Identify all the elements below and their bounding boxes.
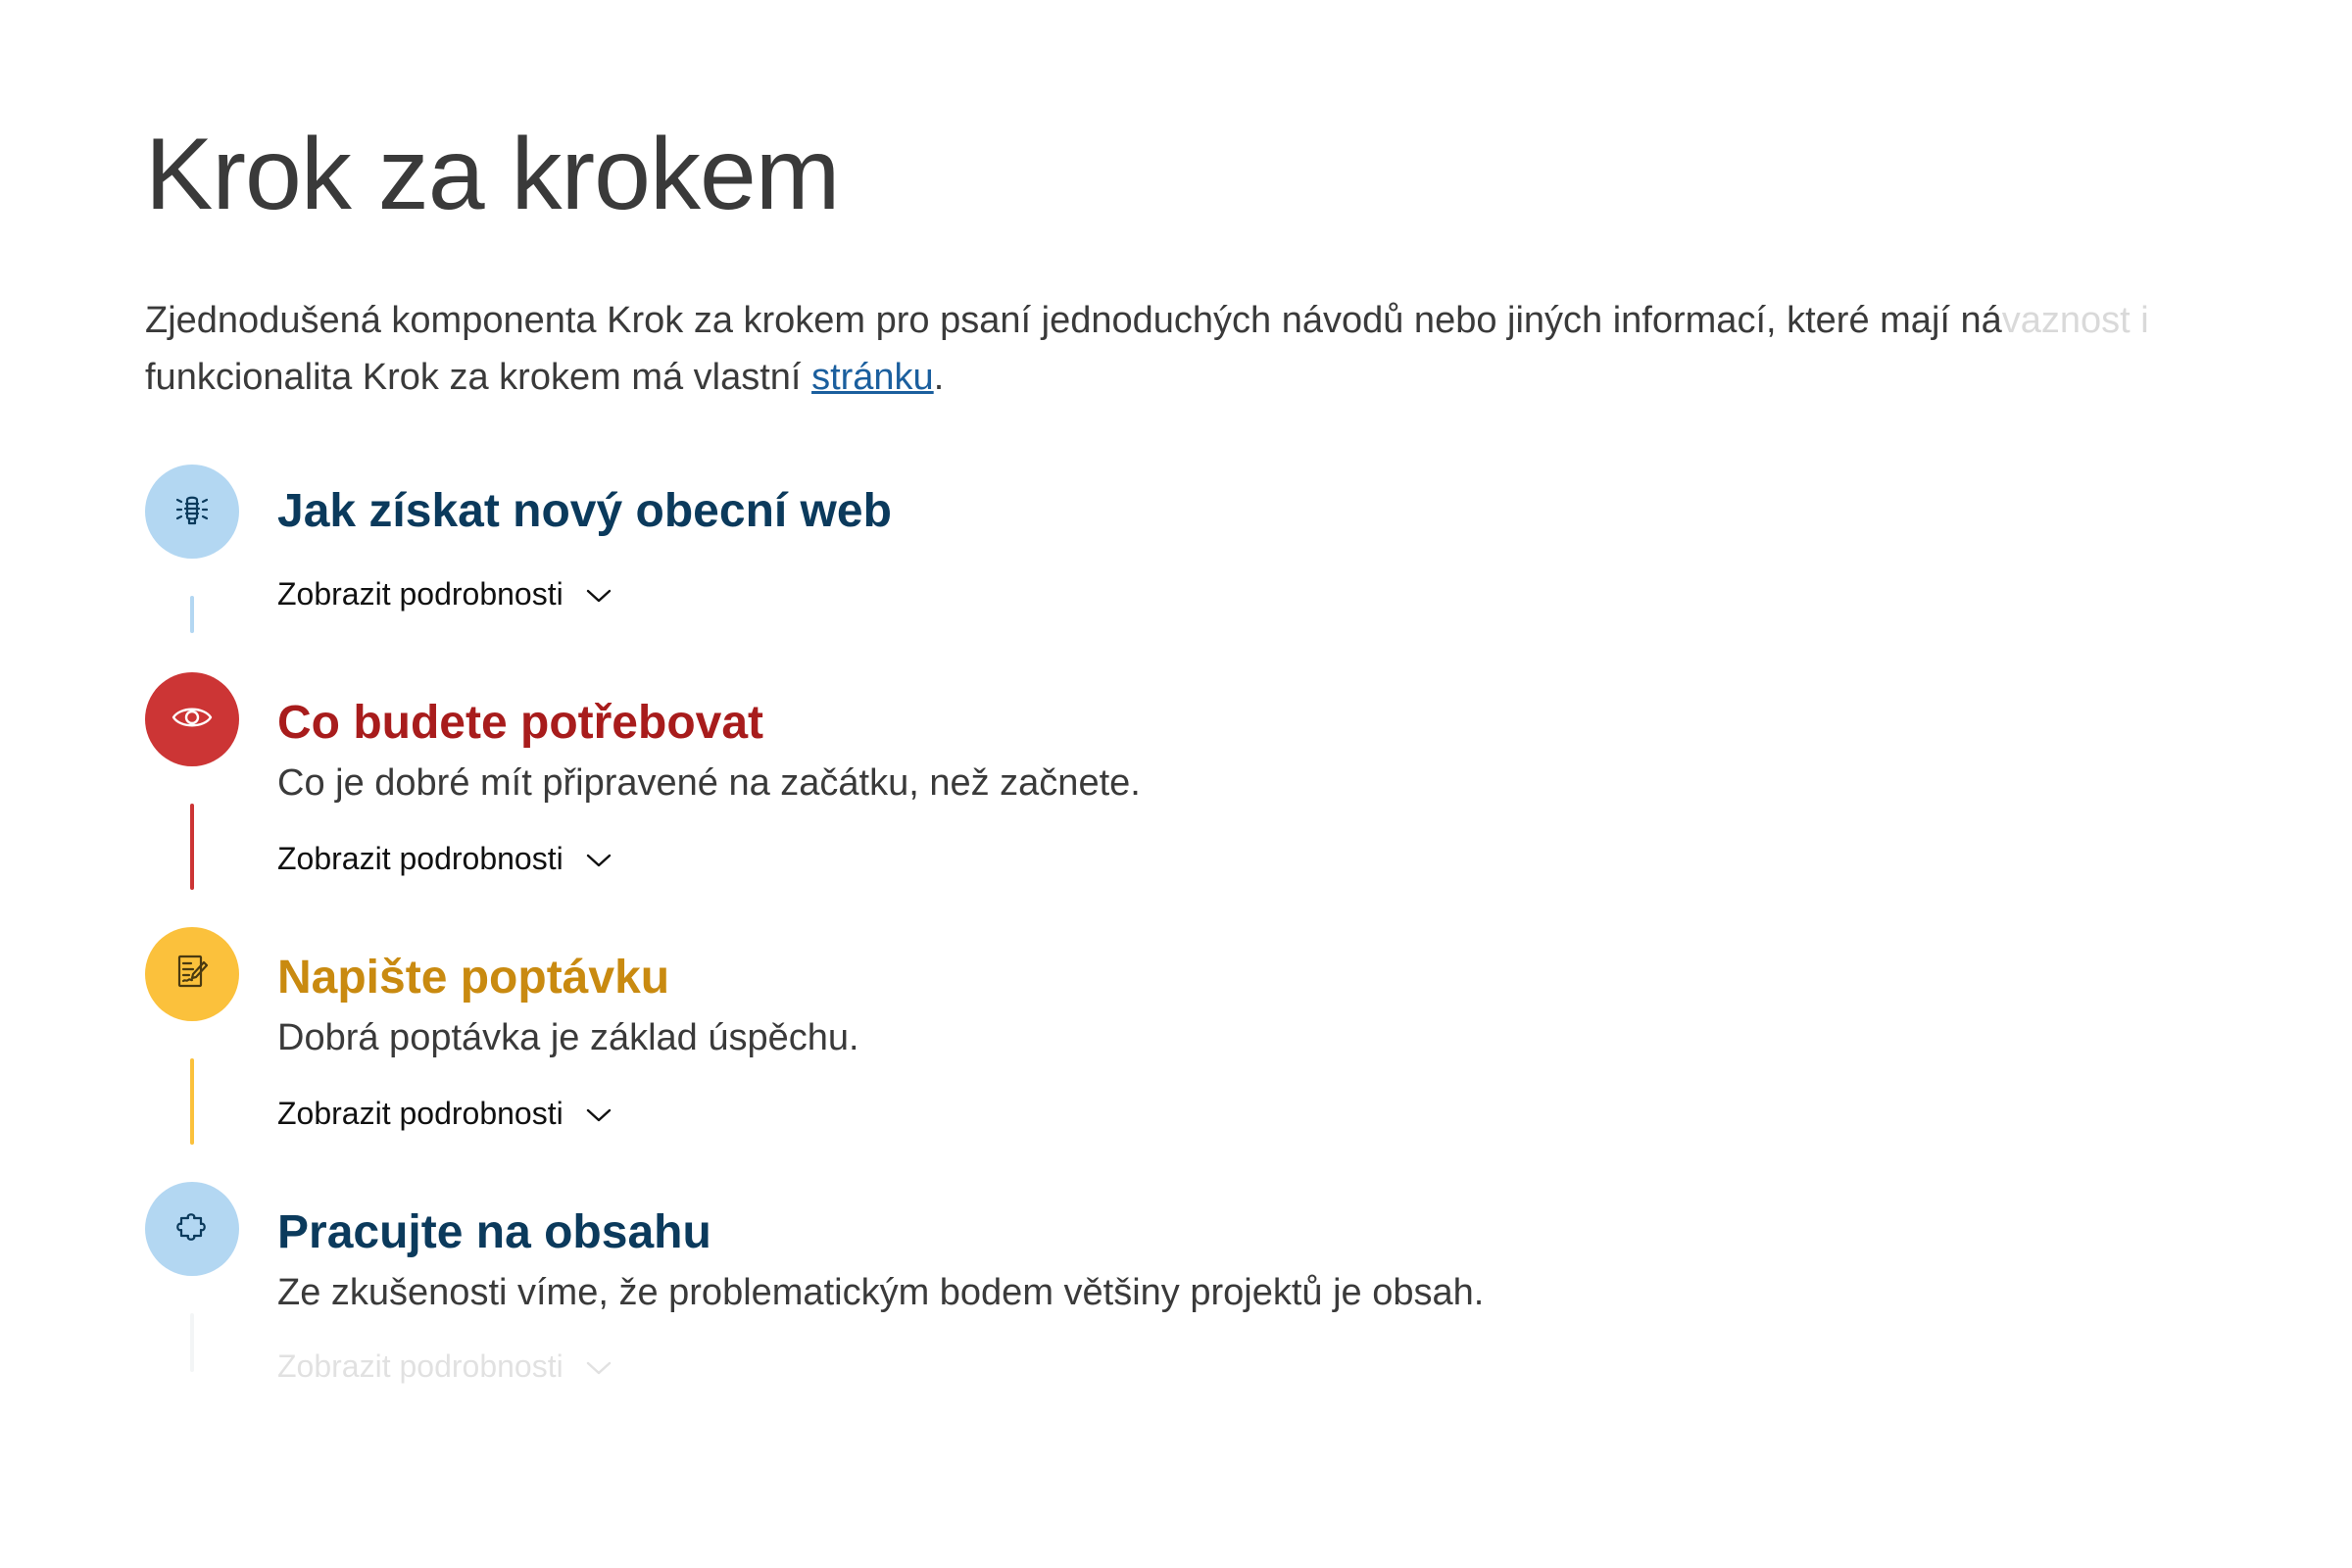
- step-title: Pracujte na obsahu: [277, 1206, 711, 1258]
- step-icon-circle: [145, 672, 239, 766]
- step-connector-line: [190, 1313, 194, 1372]
- intro-line-1-text: Zjednodušená komponenta Krok za krokem pro psaní jednoduchých návodů nebo jiných informací, které mají ná: [145, 300, 2002, 341]
- show-details-label: Zobrazit podrobnosti: [277, 1096, 564, 1131]
- show-details-label: Zobrazit podrobnosti: [277, 576, 564, 612]
- chevron-down-icon: [564, 1094, 612, 1133]
- step-icon-circle: [145, 465, 239, 559]
- lightbulb-icon: [169, 486, 216, 538]
- step-icon-circle: [145, 927, 239, 1021]
- page: [145, 0, 2352, 1568]
- document-pen-icon: [169, 949, 216, 1001]
- show-details-toggle[interactable]: [277, 839, 612, 878]
- step-description: Ze zkušenosti víme, že problematickým bodem většiny projektů je obsah.: [277, 1272, 1485, 1313]
- steps-list: [145, 0, 2352, 1568]
- step-connector-line: [190, 804, 194, 890]
- step-item: [145, 672, 2203, 898]
- show-details-toggle[interactable]: [277, 1094, 612, 1133]
- show-details-label: Zobrazit podrobnosti: [277, 841, 564, 876]
- intro-line-2-text: funkcionalita Krok za krokem má vlastní: [145, 357, 812, 398]
- eye-icon: [169, 694, 216, 746]
- page-title: Krok za krokem: [145, 118, 840, 231]
- show-details-toggle[interactable]: [277, 1347, 612, 1386]
- chevron-down-icon: [564, 574, 612, 613]
- intro-line-2-end: .: [933, 357, 945, 398]
- puzzle-icon: [169, 1203, 216, 1255]
- step-item: [145, 927, 2203, 1152]
- step-connector-line: [190, 1058, 194, 1145]
- step-icon-circle: [145, 1182, 239, 1276]
- step-description: Co je dobré mít připravené na začátku, než začnete.: [277, 762, 1141, 804]
- show-details-label: Zobrazit podrobnosti: [277, 1348, 564, 1384]
- step-title: Co budete potřebovat: [277, 697, 764, 749]
- intro-page-link[interactable]: stránku: [811, 357, 934, 398]
- step-description: Dobrá poptávka je základ úspěchu.: [277, 1017, 859, 1058]
- step-connector-line: [190, 596, 194, 633]
- chevron-down-icon: [564, 839, 612, 878]
- show-details-toggle[interactable]: [277, 574, 612, 613]
- step-title: Jak získat nový obecní web: [277, 485, 892, 537]
- intro-line-1-faded-text: vaznost i: [2001, 300, 2149, 341]
- step-item: [145, 465, 2203, 641]
- step-item: [145, 1182, 2203, 1407]
- step-title: Napište poptávku: [277, 952, 670, 1004]
- chevron-down-icon: [564, 1347, 612, 1386]
